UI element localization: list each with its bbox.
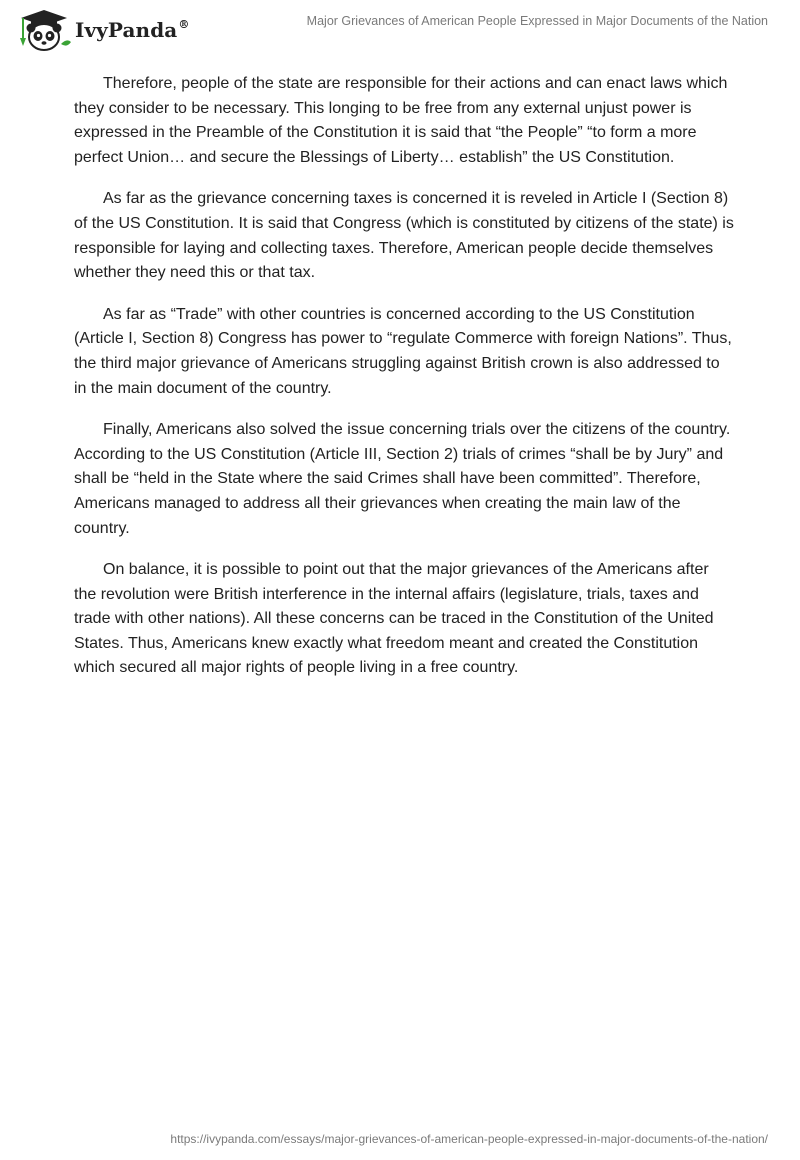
registered-mark: ® [178,18,190,31]
paragraph: Finally, Americans also solved the issue concerning trials over the citizens of the country. According to the US Constitution (Article III, Section 2) trials of crimes “shall be by Jury” and shall be “held in the State where the said Crimes shall have been committed”. Therefore, Americans managed to address all their grievances when creating the main law of the country. [74,421,731,537]
source-url[interactable]: https://ivypanda.com/essays/major-grievances-of-american-people-expressed-in-major-documents-of-the-nation/ [170,1132,768,1146]
paragraph: Therefore, people of the state are responsible for their actions and can enact laws which they consider to be necessary. This longing to be free from any external unjust power is expressed in the Preamble of the Constitution it is said that “the People” “to form a more perfect Union… and secure the Blessings of Liberty… establish” the US Constitution. [74,75,728,166]
paragraph: As far as “Trade” with other countries is concerned according to the US Constitution (Article I, Section 8) Congress has power to “regulate Commerce with foreign Nations”. Thus, the third major grievance of Americans struggling against British crown is also addressed to in the main document of the country. [74,305,732,397]
paragraph: On balance, it is possible to point out that the major grievances of the Americans after the revolution were British interference in the internal affairs (legislature, trials, taxes and trade with other nations). All these concerns can be traced in the Constitution of the United States. Thus, Americans knew exactly what freedom meant and created the Constitution which secured all major rights of people living in a free country. [74,561,714,677]
paragraph: As far as the grievance concerning taxes is concerned it is reveled in Article I (Section 8) of the US Constitution. It is said that Congress (which is constituted by citizens of the state) is responsible for laying and collecting taxes. Therefore, American people decide themselves whether they need this or that tax. [74,190,734,282]
essay-body [74,72,734,698]
logo[interactable] [15,8,189,52]
panda-graduation-cap-icon [15,8,73,52]
document-title: Major Grievances of American People Expressed in Major Documents of the Nation [306,14,768,28]
brand-name: IvyPanda® [75,18,190,42]
